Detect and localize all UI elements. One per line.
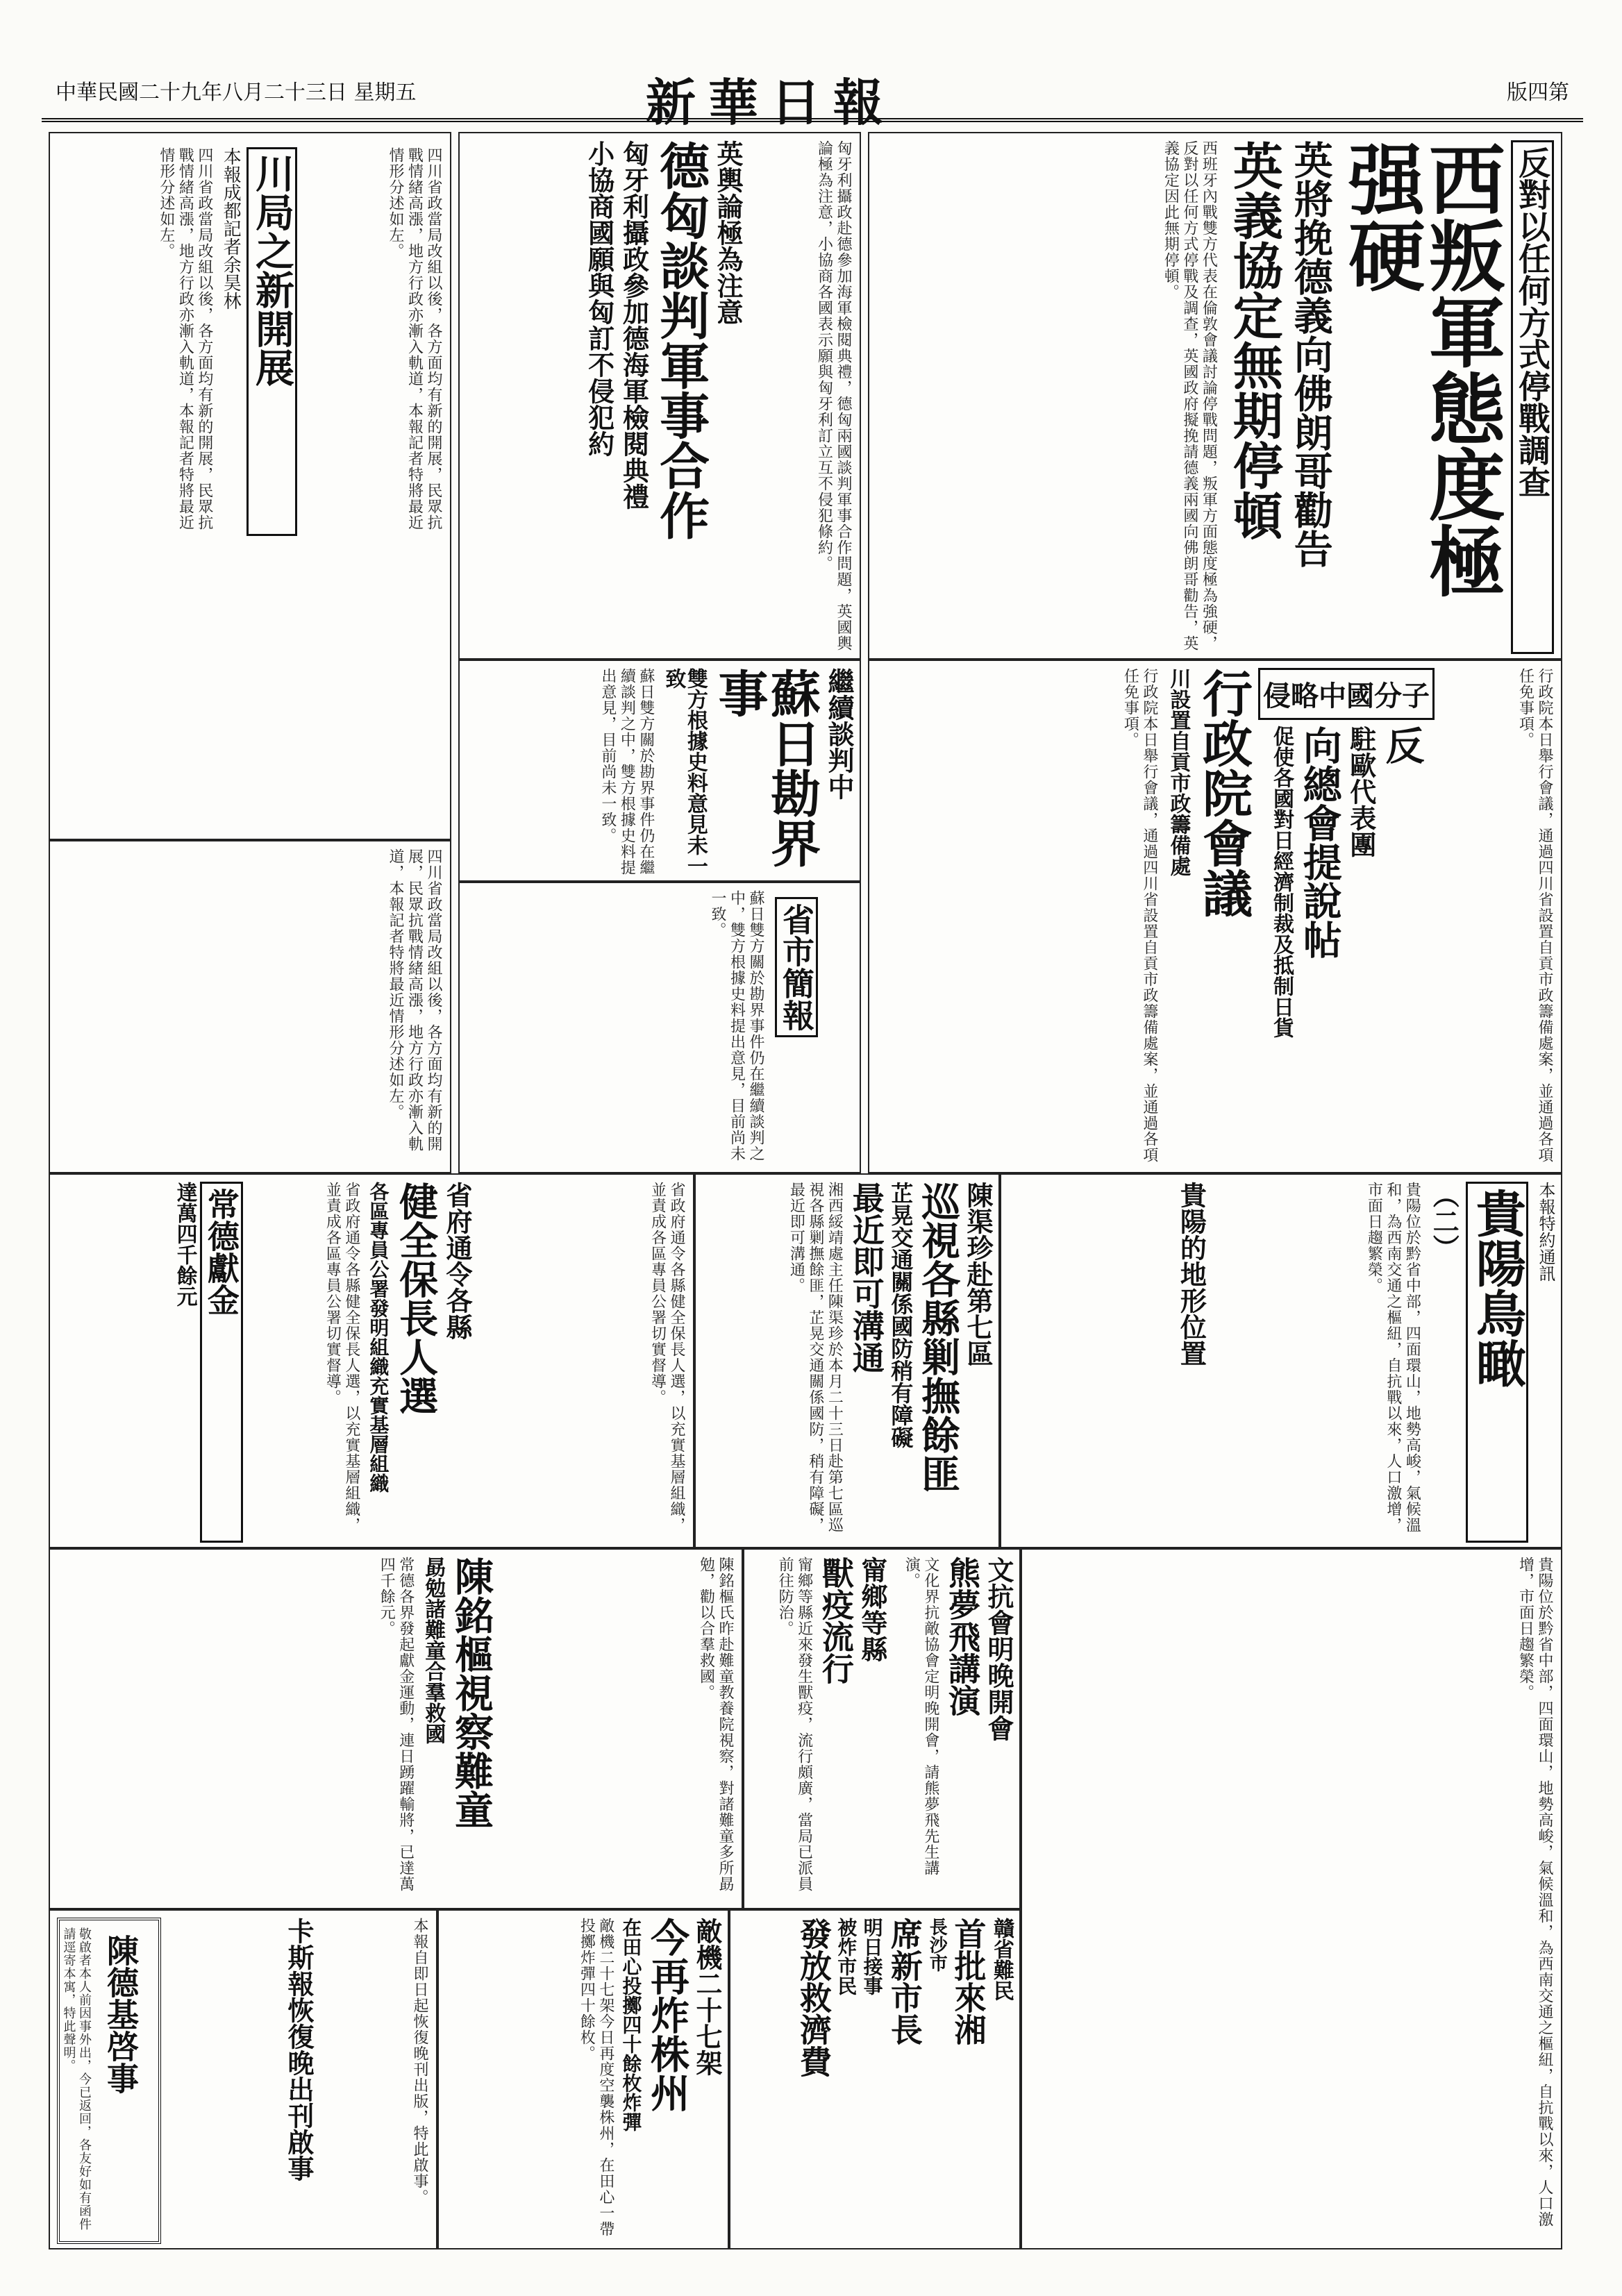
main-story — [868, 132, 1562, 660]
soviet-story-headline: 蘇日勘界事 — [710, 668, 822, 868]
relief-story-headline: 發放救濟費 — [794, 1918, 833, 2077]
mayor-story-kicker: 長沙市 — [926, 1918, 948, 1972]
chen-story-kicker: 陳渠珍赴第七區 — [962, 1182, 994, 1366]
refugee-story-headline: 首批來湘 — [949, 1918, 987, 2045]
chen-story-body: 湘西綏靖處主任陳渠珍於本月二十三日赴第七區巡視各縣剿撫餘匪，芷晃交通關係國防，稍有障礙，最近即可溝通。 — [787, 1182, 844, 1533]
guiyang-story-part: （二） — [1428, 1182, 1460, 1261]
main-story-kicker: 反對以任何方式停戰調查 — [1511, 140, 1554, 654]
executive-story-headline: 行政院會議 — [1194, 668, 1253, 918]
guiyang-story-body: 貴陽位於黔省中部，四面環山，地勢高峻，氣候溫和，為西南交通之樞紐，自抗戰以來，人口激增，市面日趨繁榮。 — [1365, 1182, 1421, 1533]
guiyang-story — [1000, 1173, 1562, 1548]
changde-story-sub: 達萬四千餘元 — [172, 1182, 197, 1307]
zhuzhou-story-body: 敵機二十七架今日再度空襲株州，在田心一帶投擲炸彈四十餘枚。 — [578, 1918, 614, 2237]
executive-story-sub3: 促使各國對日經濟制裁及抵制日貨 — [1269, 726, 1294, 1038]
germany-story — [458, 132, 861, 660]
baojia-story-kicker: 省府通令各縣 — [442, 1182, 473, 1340]
kasi-story-body: 本報自即日起恢復晚刊出版，特此啟事。 — [411, 1918, 428, 2205]
changde-story-headline: 常德獻金 — [200, 1182, 243, 1543]
executive-story — [868, 660, 1562, 1173]
executive-story-kicker: 侵略中國分子 — [1258, 668, 1435, 720]
germany-story-kicker: 英輿論極為注意 — [712, 140, 744, 325]
soviet-story-body: 蘇日雙方關於勘界事件仍在繼續談判之中，雙方根據史料提出意見，目前尚未一致。 — [599, 668, 655, 875]
executive-story-sub2: 向總會提說帖 — [1296, 726, 1343, 959]
mayor-story-sub: 明日接事 — [860, 1918, 884, 1995]
mayor-story-headline: 席新市長 — [885, 1918, 923, 2045]
guiyang-story-byline: 本報特約通訊 — [1536, 1182, 1555, 1282]
refugee-story-kicker: 贛省難民 — [989, 1918, 1014, 2001]
sichuan-story-body: 四川省政當局改組以後，各方面均有新的開展，民眾抗戰情緒高漲，地方行政亦漸入軌道，本報記者特將最近情形分述如左。 — [387, 147, 442, 530]
main-story-sub1: 英將挽德義向佛朗哥勸告 — [1287, 140, 1334, 568]
soviet-story — [458, 660, 861, 882]
masthead-page: 版四第 — [1507, 81, 1569, 105]
executive-story-sub1: 川設置自貢市政籌備處 — [1166, 668, 1191, 876]
chen-story — [694, 1173, 1000, 1548]
executive-story-sub2-title: 駐歐代表團 — [1345, 726, 1377, 857]
chenmingshu-story — [49, 1548, 743, 1909]
notices-column — [49, 1909, 437, 2249]
main-story-headline: 西叛軍態度極强硬 — [1336, 140, 1506, 598]
zhuzhou-story-sub: 在田心投擲四十餘枚炸彈 — [619, 1918, 643, 2131]
germany-story-body: 匈牙利攝政赴德參加海軍檢閱典禮，德匈兩國談判軍事合作問題，英國輿論極為注意，小協商各國表示願與匈牙利訂立互不侵犯條約。 — [815, 140, 852, 651]
chen-story-headline: 巡視各縣剿撫餘匪 — [915, 1182, 962, 1493]
executive-story-headline1: 反 — [1379, 726, 1425, 764]
main-story-sub2: 英義協定無期停頓 — [1224, 140, 1284, 540]
guiyang-continued — [1021, 1548, 1562, 2249]
baojia-story-body: 省政府通令各縣健全保長人選，以充實基層組織，並責成各區專員公署切實督導。 — [649, 1182, 685, 1533]
chen-story-sub1: 芷晃交通關係國防稍有障礙 — [887, 1182, 914, 1448]
guiyang-continued-body: 貴陽位於黔省中部，四面環山，地勢高峻，氣候溫和，為西南交通之樞紐，自抗戰以來，人口激增，市面日趨繁榮。 — [1516, 1557, 1553, 2227]
xiong-story-headline: 熊夢飛講演 — [944, 1557, 982, 1716]
germany-story-sub2: 小協商國願與匈訂不侵犯約 — [583, 140, 615, 457]
baojia-story-headline: 健全保長人選 — [393, 1182, 440, 1415]
zhuzhou-story-kicker: 敵機二十七架 — [692, 1918, 723, 2076]
baojia-story — [49, 1173, 694, 1548]
plague-xiong-stories — [743, 1548, 1021, 1909]
zhuzhou-story-headline: 今再炸株州 — [644, 1918, 691, 2112]
kasi-story-headline: 卡斯報恢復晚出刊啟事 — [283, 1918, 315, 2181]
xiong-story-body: 文化界抗敵協會定明晚開會，請熊夢飛先生講演。 — [903, 1557, 939, 1876]
executive-story-body-2: 行政院本日舉行會議，通過四川省設置自貢市政籌備處案，並通過各項任免事項。 — [1121, 668, 1158, 1163]
germany-story-sub1: 匈牙利攝政參加德海軍檢閱典禮 — [618, 140, 650, 510]
soviet-story-sub1: 雙方根據史料意見未一致 — [661, 668, 708, 876]
sichuan-story-byline: 本報成都記者余昊林 — [220, 147, 242, 310]
baojia-story-body-2: 省政府通令各縣健全保長人選，以充實基層組織，並責成各區專員公署切實督導。 — [324, 1182, 360, 1533]
baojia-story-sub: 各區專員公署發明組織充實基層組織 — [367, 1182, 390, 1493]
brief-column — [458, 882, 861, 1173]
sichuan-story-headline: 川局之新開展 — [246, 147, 297, 536]
sichuan-continued — [49, 840, 451, 1173]
chenmingshu-story-body: 陳銘樞氏昨赴難童教養院視察，對諸難童多所勗勉，勸以合羣救國。 — [697, 1557, 734, 1892]
zhuzhou-story — [437, 1909, 729, 2249]
soviet-story-kicker: 繼續談判中 — [823, 668, 855, 800]
chen-notice — [57, 1918, 161, 2244]
changsha-brief-headline: 省市簡報 — [775, 897, 818, 1037]
plague-story-kicker: 獸疫流行 — [817, 1557, 855, 1684]
chenmingshu-story-sub: 勗勉諸難童合羣救國 — [421, 1557, 446, 1744]
executive-story-body: 行政院本日舉行會議，通過四川省設置自貢市政籌備處案，並通過各項任免事項。 — [1516, 668, 1553, 1163]
xiong-story-sub: 文抗會明晚開會 — [983, 1557, 1014, 1741]
plague-story-body: 甯鄉等縣近來發生獸疫，流行頗廣，當局已派員前往防治。 — [776, 1557, 813, 1892]
sichuan-story-body-2: 四川省政當局改組以後，各方面均有新的開展，民眾抗戰情緒高漲，地方行政亦漸入軌道，本報記者特將最近情形分述如左。 — [157, 147, 213, 530]
chen-notice-body: 敬啟者本人前因事外出，今已返回，各友好如有函件請逕寄本寓，特此聲明。 — [61, 1927, 92, 2231]
plague-story-sub: 甯鄉等縣 — [856, 1557, 888, 1662]
relief-story-sub: 被炸市民 — [835, 1918, 858, 1995]
masthead — [42, 62, 1583, 132]
guiyang-story-headline: 貴陽鳥瞰 — [1466, 1182, 1528, 1543]
relief-refugee-mayor — [729, 1909, 1021, 2249]
masthead-name: 新華日報 — [646, 73, 896, 132]
changsha-brief-body: 蘇日雙方關於勘界事件仍在繼續談判之中，雙方根據史料提出意見，目前尚未一致。 — [709, 890, 764, 1162]
chenmingshu-story-headline: 陳銘樞視察難童 — [449, 1557, 494, 1829]
sichuan-continued-body: 四川省政當局改組以後，各方面均有新的開展，民眾抗戰情緒高漲，地方行政亦漸入軌道，本報記者特將最近情形分述如左。 — [387, 848, 442, 1152]
chen-story-sub2: 最近即可溝通 — [847, 1182, 885, 1373]
chenmingshu-story-body-2: 常德各界發起獻金運動，連日踴躍輸將，已達萬四千餘元。 — [378, 1557, 415, 1892]
masthead-date: 中華民國二十九年八月二十三日 星期五 — [56, 81, 417, 105]
main-story-body: 西班牙內戰雙方代表在倫敦會議討論停戰問題，叛軍方面態度極為強硬，反對以任何方式停戰及調查，英國政府擬挽請德義兩國向佛朗哥勸告，英義協定因此無期停頓。 — [1162, 140, 1218, 651]
germany-story-headline: 德匈談判軍事合作 — [651, 140, 711, 540]
chen-notice-title: 陳德基啓事 — [102, 1934, 140, 2094]
sichuan-story — [49, 132, 451, 840]
guiyang-story-sub: 貴陽的地形位置 — [1176, 1182, 1207, 1366]
